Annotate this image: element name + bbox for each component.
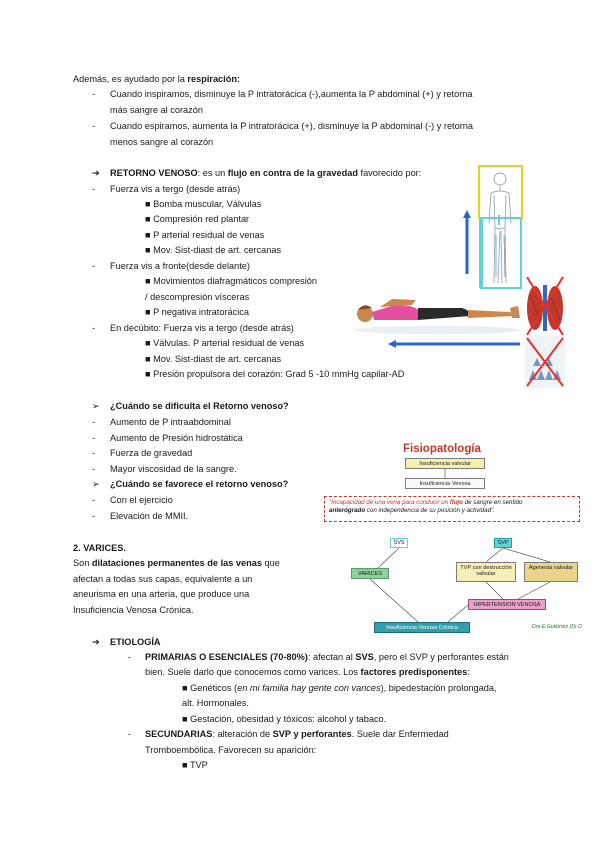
arrow-left-icon (388, 340, 520, 348)
square-bullet-icon: ■ (145, 307, 154, 317)
retorno-group-3-item: ■ Presión propulsora del corazón: Grad 5 -10 mmHg capilar-AD (145, 369, 405, 379)
square-bullet-icon: ■ (145, 214, 154, 224)
figure-varices: VARICES (351, 568, 389, 579)
retorno-group-1-item: ■ Compresión red plantar (145, 214, 250, 224)
retorno-group-3-label: En decúbito: Fuerza vis a tergo (desde atrás) (110, 323, 294, 333)
varices-def-line3: aneurisma en una arteria, que produce una (73, 589, 250, 599)
dash-bullet-icon: - (92, 495, 96, 505)
retorno-group-2-label: Fuerza vis a fronte(desde delante) (110, 261, 250, 271)
arrowhead-bullet-icon: ➢ (92, 401, 100, 411)
dash-bullet-icon: - (128, 729, 132, 739)
dash-bullet-icon: - (92, 433, 96, 443)
figure-agenesia: Agenesia valvular (524, 562, 578, 582)
dificulta-item: Fuerza de gravedad (110, 448, 193, 458)
retorno-title: RETORNO VENOSO: es un flujo en contra de la gravedad favorecido por: (110, 168, 422, 178)
arrow-right-icon: ➔ (92, 168, 100, 178)
dash-bullet-icon: - (92, 89, 96, 99)
square-bullet-icon: ■ (182, 683, 191, 693)
dificulta-item: Aumento de P intraabdominal (110, 417, 231, 427)
dificulta-item: Aumento de Presión hidrostática (110, 433, 243, 443)
favorece-item: Con el ejercicio (110, 495, 173, 505)
dash-bullet-icon: - (92, 448, 96, 458)
dash-bullet-icon: - (92, 464, 96, 474)
primarias-factor-2: ■ Gestación, obesidad y tóxicos: alcohol y tabaco. (182, 714, 387, 724)
favorece-question: ¿Cuándo se favorece el retorno venoso? (110, 479, 289, 489)
primarias-line2: bien. Suele darlo que conocemos como varices. Los factores predisponentes: (145, 667, 470, 677)
dash-bullet-icon: - (92, 511, 96, 521)
dash-bullet-icon: - (128, 652, 132, 662)
retorno-group-3-item: ■ Válvulas. P arterial residual de venas (145, 338, 305, 348)
intro-item-2-line1: Cuando espiramos, aumenta la P intratorácica (+), disminuye la P abdominal (-) y retorna (110, 121, 473, 131)
arrowhead-bullet-icon: ➢ (92, 479, 100, 489)
square-bullet-icon: ■ (145, 369, 154, 379)
square-bullet-icon: ■ (145, 230, 154, 240)
figure-ivc: Insuficiencia Venosa Crónica (374, 622, 470, 633)
retorno-group-3-item: ■ Mov. Sist-diast de art. cercanas (145, 354, 282, 364)
varices-def-line2: afectan a todas sus capas, equivalente a un (73, 574, 253, 584)
intro-item-1-line2: más sangre al corazón (110, 105, 203, 115)
square-bullet-icon: ■ (145, 338, 154, 348)
dash-bullet-icon: - (92, 323, 96, 333)
fisiopatologia-figure (318, 440, 583, 635)
figure-credit: Dra E.Gutiérrez (Dr D (532, 624, 582, 630)
figure-connectors (318, 440, 583, 635)
dificulta-item: Mayor viscosidad de la sangre. (110, 464, 237, 474)
figure-tvp: TVP con destrucción valvular (456, 562, 516, 582)
varices-def-line1: Son dilataciones permanentes de las venas que (73, 558, 280, 568)
retorno-group-1-label: Fuerza vis a tergo (desde atrás) (110, 184, 241, 194)
arrow-up-icon (463, 210, 471, 275)
dash-bullet-icon: - (92, 417, 96, 427)
secundarias-item: ■ TVP (182, 760, 208, 770)
muscle-pump-icon (525, 275, 565, 340)
retorno-group-2-item: ■ P negativa intratorácica (145, 307, 249, 317)
figure-svs: SVS (390, 538, 408, 548)
square-bullet-icon: ■ (145, 354, 154, 364)
dash-bullet-icon: - (92, 261, 96, 271)
figure-definition: "Incapacidad de una vena para conducir un flujo de sangre en sentido anterógrado con independencia de su posición y actividad". (324, 496, 580, 522)
retorno-group-1-item: ■ Bomba muscular, Válvulas (145, 199, 262, 209)
secundarias-line1: SECUNDARIAS: alteración de SVP y perforantes. Suele dar Enfermedad (145, 729, 449, 739)
dash-bullet-icon: - (92, 184, 96, 194)
primarias-line1: PRIMARIAS O ESENCIALES (70-80%): afectan al SVS, pero el SVP y perforantes están (145, 652, 509, 662)
square-bullet-icon: ■ (145, 276, 154, 286)
retorno-group-2-item: ■ Movimientos diafragmáticos compresión (145, 276, 318, 286)
secundarias-line2: Tromboembólica. Favorecen su aparición: (145, 745, 317, 755)
intro-item-1-line1: Cuando inspiramos, disminuye la P intratorácica (-),aumenta la P abdominal (+) y retorna (110, 89, 473, 99)
primarias-factor-1: ■ Genéticos (en mi familia hay gente con varices), bipedestación prolongada, (182, 683, 497, 693)
varices-def-line4: Insuficiencia Venosa Crónica. (73, 605, 194, 615)
primarias-factor-1-cont: alt. Hormonales. (182, 698, 249, 708)
figure-svp: SVP (494, 538, 512, 548)
vein-valve-icon (525, 336, 565, 388)
figure-hipertension: HIPERTENSION VENOSA (468, 599, 546, 610)
figure-insuf-valvular: Insuficiencia valvular (405, 458, 485, 469)
square-bullet-icon: ■ (145, 199, 154, 209)
intro-item-2-line2: menos sangre al corazón (110, 137, 214, 147)
figure-insuf-venosa: Insuficiencia Venosa (405, 478, 485, 489)
intro-lead: Además, es ayudado por la respiración: (73, 74, 240, 84)
human-body-icon (477, 165, 524, 290)
square-bullet-icon: ■ (182, 760, 190, 770)
dash-bullet-icon: - (92, 121, 96, 131)
etiologia-title: ETIOLOGÍA (110, 637, 161, 647)
square-bullet-icon: ■ (145, 245, 154, 255)
retorno-group-1-item: ■ P arterial residual de venas (145, 230, 265, 240)
retorno-group-2-item-cont: / descompresión vísceras (145, 292, 250, 302)
arrow-right-icon: ➔ (92, 637, 100, 647)
square-bullet-icon: ■ (182, 714, 191, 724)
lying-person-icon (352, 290, 524, 336)
dificulta-question: ¿Cuándo se dificulta el Retorno venoso? (110, 401, 289, 411)
favorece-item: Elevación de MMII. (110, 511, 189, 521)
retorno-group-1-item: ■ Mov. Sist-diast de art. cercanas (145, 245, 282, 255)
figure-title: Fisiopatología (403, 443, 481, 455)
varices-title: 2. VARICES. (73, 543, 126, 553)
